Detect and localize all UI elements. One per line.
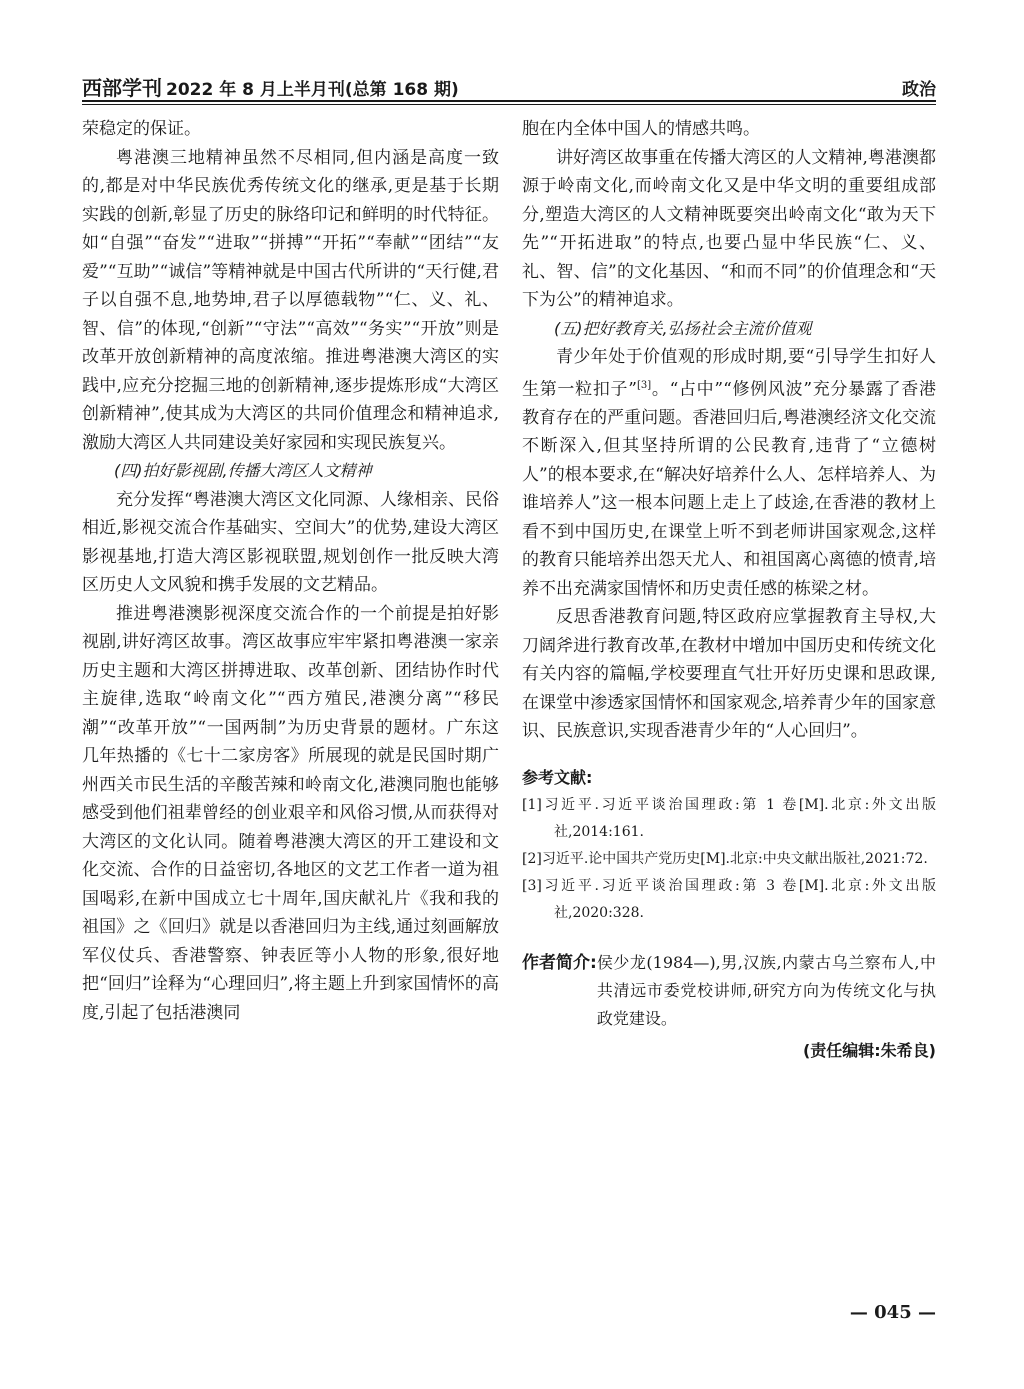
reference-item: [1]习近平.习近平谈治国理政:第 1 卷[M].北京:外文出版社,2014:161. [522, 797, 936, 841]
subheading: (四)拍好影视剧,传播大湾区人文精神 [114, 461, 372, 480]
author-bio [522, 949, 936, 1033]
author-text: 侯少龙(1984—),男,汉族,内蒙古乌兰察布人,中共清远市委党校讲师,研究方向为传统文化与执政党建设。 [596, 953, 936, 1029]
reference-item: [2]习近平.论中国共产党历史[M].北京:中央文献出版社,2021:72. [522, 851, 928, 868]
reference-item: [3]习近平.习近平谈治国理政:第 3 卷[M].北京:外文出版社,2020:328. [522, 878, 936, 922]
page-number: — 045 — [849, 1302, 936, 1323]
paragraph: 推进粤港澳影视深度交流合作的一个前提是拍好影视剧,讲好湾区故事。湾区故事应牢牢紧扣粤港澳一家亲历史主题和大湾区拼搏进取、改革创新、团结协作时代主旋律,选取“岭南文化”“西方殖民,港澳分离”“移民潮”“改革开放”“一国两制”为历史背景的题材。广东这几年热播的《七十二家房客》所展现的就是民国时期广州西关市民生活的辛酸苦辣和岭南文化,港澳同胞也能够感受到他们祖辈曾经的创业艰辛和风俗习惯,从而获得对大湾区的文化认同。随着粤港澳大湾区的开工建设和文化交流、合作的日益密切,各地区的文艺工作者一道为祖国喝彩,在新中国成立七十周年,国庆献礼片《我和我的祖国》之《回归》就是以香港回归为主线,通过刻画解放军仪仗兵、香港警察、钟表匠等小人物的形象,很好地把“回归”诠释为“心理回归”,将主题上升到家国情怀的高度,引起了包括港澳同 [82, 603, 499, 1023]
paragraph-text: 青少年处于价值观的形成时期,要“引导学生扣好人生第一粒扣子” [522, 347, 936, 400]
paragraph: 反思香港教育问题,特区政府应掌握教育主导权,大刀阔斧进行教育改革,在教材中增加中国历史和传统文化有关内容的篇幅,学校要理直气壮开好历史课和思政课,在课堂中渗透家国情怀和国家观念,培养青少年的国家意识、民族意识,实现香港青少年的“人心回归”。 [522, 607, 936, 742]
author-label: 作者简介: [522, 953, 597, 974]
left-column [82, 115, 499, 1027]
citation-marker: [3] [636, 379, 652, 391]
paragraph-text: 。“占中”“修例风波”充分暴露了香港教育存在的严重问题。香港回归后,粤港澳经济文化交流不断深入,但其坚持所谓的公民教育,违背了“立德树人”的根本要求,在“解决好培养什么人、怎样培养人、为谁培养人”这一根本问题上走上了歧途,在香港的教材上看不到中国历史,在课堂上听不到老师讲国家观念,这样的教育只能培养出怨天尤人、和祖国离心离德的愤青,培养不出充满家国情怀和历史责任感的栋梁之材。 [522, 379, 936, 599]
header-rule [82, 100, 936, 102]
subheading: (五)把好教育关,弘扬社会主流价值观 [554, 318, 812, 338]
paragraph: 胞在内全体中国人的情感共鸣。 [522, 119, 760, 139]
paragraph: 讲好湾区故事重在传播大湾区的人文精神,粤港澳都源于岭南文化,而岭南文化又是中华文明的重要组成部分,塑造大湾区的人文精神既要突出岭南文化“敢为天下先”“开拓进取”的特点,也要凸显中华民族“仁、义、礼、智、信”的文化基因、“和而不同”的价值理念和“天下为公”的精神追求。 [522, 147, 936, 310]
section-label: 政治 [902, 80, 936, 100]
header-rule-thin [82, 104, 936, 105]
paragraph: 荣稳定的保证。 [82, 119, 201, 139]
running-header [82, 70, 936, 102]
paragraph: 充分发挥“粤港澳大湾区文化同源、人缘相亲、民俗相近,影视交流合作基础实、空间大”的优势,建设大湾区影视基地,打造大湾区影视联盟,规划创作一批反映大湾区历史人文风貌和携手发展的文艺精品。 [82, 489, 499, 595]
journal-name: 西部学刊 [82, 76, 162, 100]
paragraph [522, 343, 936, 603]
right-column [522, 115, 936, 1066]
paragraph: 粤港澳三地精神虽然不尽相同,但内涵是高度一致的,都是对中华民族优秀传统文化的继承,更是基于长期实践的创新,彰显了历史的脉络印记和鲜明的时代特征。如“自强”“奋发”“进取”“拼搏”“开拓”“奉献”“团结”“友爱”“互助”“诚信”等精神就是中国古代所讲的“天行健,君子以自强不息,地势坤,君子以厚德载物”“仁、义、礼、智、信”的体现,“创新”“守法”“高效”“务实”“开放”则是改革开放创新精神的高度浓缩。推进粤港澳大湾区的实践中,应充分挖掘三地的创新精神,逐步提炼形成“大湾区创新精神”,使其成为大湾区的共同价值理念和精神追求,激励大湾区人共同建设美好家园和实现民族复兴。 [82, 147, 499, 453]
editor-note: (责任编辑:朱希良) [802, 1041, 936, 1061]
references [522, 764, 936, 928]
issue-info: 2022 年 8 月上半月刊(总第 168 期) [166, 80, 459, 100]
references-title: 参考文献: [522, 767, 593, 787]
